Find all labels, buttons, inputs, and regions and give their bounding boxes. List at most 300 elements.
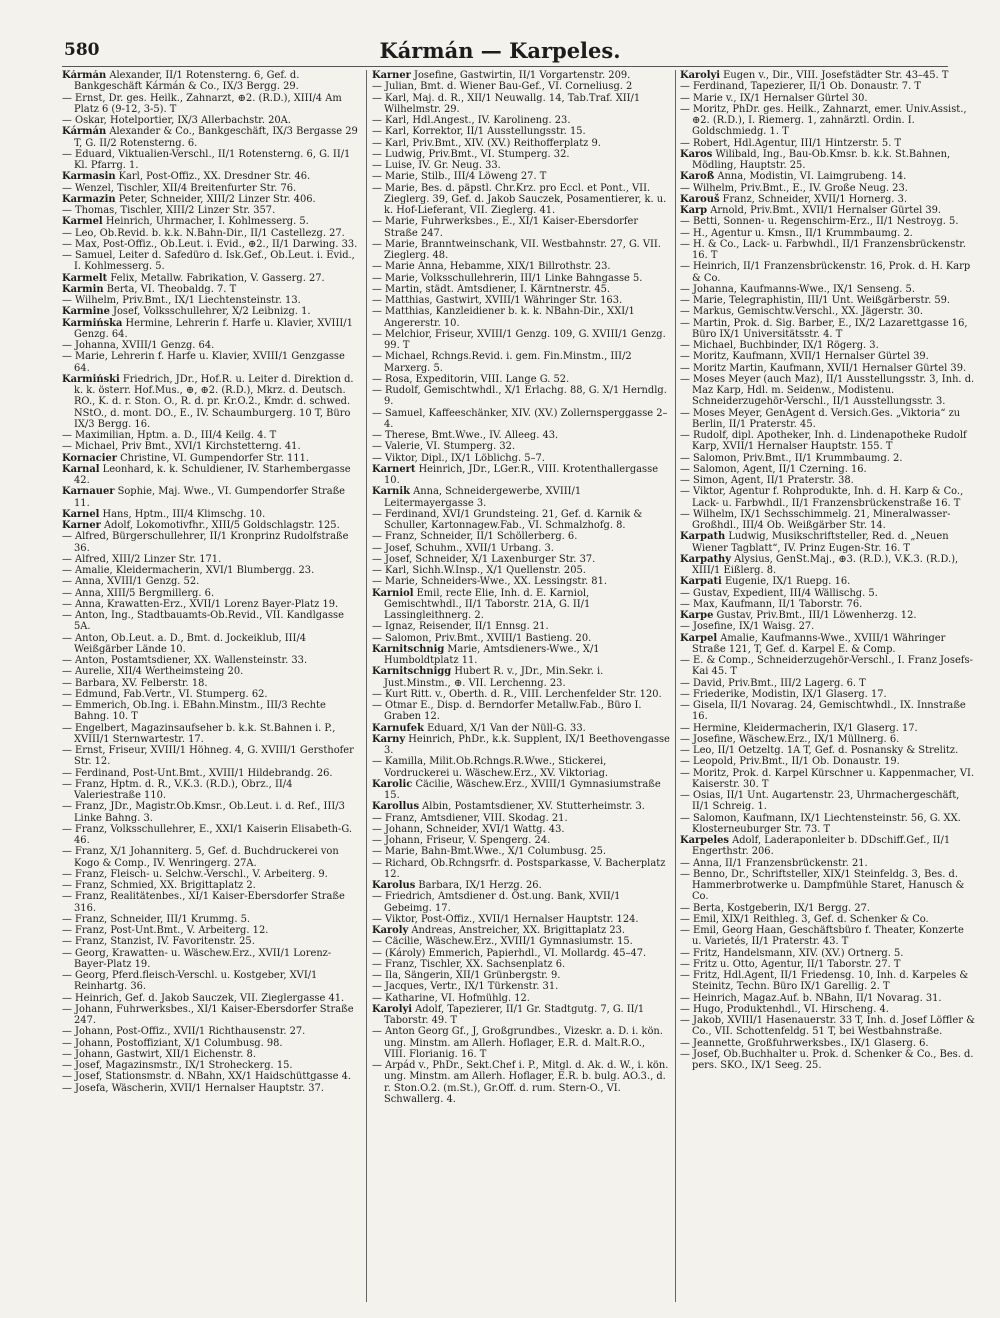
directory-entry [372,374,670,385]
entry-text: — Julian, Bmt. d. Wiener Bau-Gef., VI. Corneliusg. 2 [372,81,633,93]
directory-entry [680,700,975,723]
directory-entry [372,644,670,667]
entry-surname: Kármán [62,126,107,138]
entry-text: Adolf, Tapezierer, II/1 Gr. Stadtgutg. 7, G. II/1 Taborstr. 49. T [384,1003,645,1026]
entry-text: — Richard, Ob.Rchngsrfr. d. Postsparkasse, V. Bacherplatz 12. [372,857,666,880]
directory-entry [62,655,360,666]
entry-surname: Karner [372,70,411,81]
entry-text: — Samuel, Leiter d. Safedüro d. Isk.Gef., Ob.Leut. i. Evid., I. Kohlmesserg. 5. [62,250,355,273]
directory-entry [62,115,360,126]
entry-text: Josef, Volksschullehrer, X/2 Leibnizg. 1. [113,306,311,318]
directory-entry [62,576,360,587]
directory-entry [372,948,670,959]
directory-entry [62,374,360,430]
directory-entry [372,284,670,295]
entry-text: Heinrich, Uhrmacher, I. Kohlmesserg. 5. [105,216,309,228]
directory-column-1 [62,70,360,1302]
entry-text: — Eduard, Viktualien-Verschl., II/1 Rotensterng. 6, G. II/1 Kl. Pfarrg. 1. [62,148,351,171]
directory-entry [680,610,975,621]
directory-entry [372,914,670,925]
directory-entry [62,970,360,993]
directory-entry [372,666,670,689]
directory-entry [62,565,360,576]
directory-entry [372,588,670,622]
directory-entry [62,441,360,452]
directory-entry [372,970,670,981]
directory-entry [62,846,360,869]
entry-text: — E. & Comp., Schneiderzugehör-Verschl., I. Franz Josefs-Kai 45. T [680,655,973,678]
directory-entry [372,981,670,992]
entry-text: — Betti, Sonnen- u. Regenschirm-Erz., II/1 Nestroyg. 5. [680,216,959,228]
entry-surname: Karpati [680,576,722,588]
directory-entry [62,599,360,610]
directory-entry [372,1026,670,1060]
directory-entry [62,891,360,914]
directory-entry [62,1049,360,1060]
directory-entry [62,689,360,700]
entry-text: — Viktor, Post-Offiz., XVII/1 Hernalser Hauptstr. 124. [372,913,639,925]
entry-text: — Ludwig, Priv.Bmt., VI. Stumperg. 32. [372,148,570,160]
directory-entry [62,183,360,194]
directory-entry [680,914,975,925]
directory-entry [680,149,975,172]
directory-entry [372,183,670,217]
entry-surname: Karnitschnig [372,643,445,655]
directory-entry [372,824,670,835]
directory-entry [62,700,360,723]
entry-text: — Jakob, XVIII/1 Hasenauerstr. 33 T, Inh. d. Josef Löffler & Co., VII. Schottenfeldg. 51 T, bei Westbahnstraße. [680,1015,975,1038]
entry-surname: Karny [372,733,406,745]
entry-text: — Therese, Bmt.Wwe., IV. Alleeg. 43. [372,430,559,441]
entry-text: — Amalie, Kleidermacherin, XVI/1 Blumbergg. 23. [62,565,315,576]
entry-text: Josefine, Gastwirtin, II/1 Vorgartenstr. 209. [414,70,631,81]
directory-entry [62,1026,360,1037]
entry-text: — Markus, Gemischtw.Verschl., XX. Jägerstr. 30. [680,306,924,318]
directory-entry [680,576,975,587]
directory-entry [372,273,670,284]
entry-text: — H. & Co., Lack- u. Farbwhdl., II/1 Franzensbrückenstr. 16. T [680,238,967,261]
entry-text: — Maximilian, Hptm. a. D., III/4 Keilg. 4. T [62,430,277,441]
directory-entry [680,228,975,239]
entry-surname: Karmin [62,283,104,295]
entry-text: — Michael, Buchbinder, IX/1 Rögerg. 3. [680,340,879,351]
entry-text: — Moses Meyer, GenAgent d. Versich.Ges. „Viktoria“ zu Berlin, II/1 Praterstr. 45. [680,407,961,430]
directory-entry [372,126,670,137]
directory-entry [680,194,975,205]
directory-entry [372,891,670,914]
entry-text: — Wilhelm, Priv.Bmt., IX/1 Liechtensteinstr. 13. [62,295,301,306]
directory-entry [62,93,360,116]
entry-text: — Johanna, XVIII/1 Genzg. 64. [62,340,215,351]
directory-entry [680,970,975,993]
entry-text: — Franz, Hptm. d. R., V.K.3. (R.D.), Obrz., II/4 Valeriestraße 110. [62,778,293,801]
directory-entry [680,340,975,351]
entry-text: — Anton, Ing., Stadtbauamts-Ob.Revid., VII. Kandlgasse 5A. [62,610,344,633]
entry-text: — Johann, Fuhrwerksbes., XI/1 Kaiser-Ebersdorfer Straße 247. [62,1003,354,1026]
entry-text: — Johann, Schneider, XVI/1 Wattg. 43. [372,823,565,835]
directory-entry [372,160,670,171]
directory-entry [372,689,670,700]
entry-text: Hans, Hptm., III/4 Klimschg. 10. [102,508,266,520]
directory-entry [62,779,360,802]
directory-entry [62,993,360,1004]
entry-text: — Kamilla, Milit.Ob.Rchngs.R.Wwe., Stickerei, Vordruckerei u. Wäschew.Erz., XV. Viktoriag. [372,756,609,779]
entry-text: — Karl, Priv.Bmt., XIV. (XV.) Reithofferplatz 9. [372,137,601,149]
entry-text: Anna, Schneidergewerbe, XVIII/1 Leitermayergasse 3. [384,486,582,509]
entry-text: — Salomon, Kaufmann, IX/1 Liechtensteinstr. 56, G. XX. Klosterneuburger Str. 73. T [680,812,961,835]
entry-text: — Marie v., IX/1 Hernalser Gürtel 30. [680,92,868,104]
entry-text: Sophie, Maj. Wwe., VI. Gumpendorfer Straße 11. [74,486,346,509]
directory-entry [680,790,975,813]
entry-surname: Karoly [372,925,409,936]
directory-entry [680,768,975,791]
entry-text: — Ferdinand, Post-Unt.Bmt., XVIII/1 Hildebrandg. 26. [62,767,333,779]
entry-text: — Wilhelm, IX/1 Sechsschimmelg. 21, Mineralwasser-Großhdl., III/4 Ob. Weißgärber Str. 14. [680,508,951,531]
directory-entry [372,93,670,116]
entry-surname: Karpe [680,610,714,621]
directory-entry [62,149,360,172]
directory-entry [680,295,975,306]
entry-text: — Marie, Volksschullehrerin, III/1 Linke Bahngasse 5. [372,272,643,284]
page-title: Kármán — Karpeles. [379,38,621,63]
entry-text: — Heinrich, Gef. d. Jakob Sauczek, VII. Zieglergasse 41. [62,992,345,1004]
directory-entry [680,430,975,453]
entry-text: — Simon, Agent, II/1 Praterstr. 38. [680,475,854,486]
entry-text: — Alfred, XIII/2 Linzer Str. 171. [62,553,222,565]
directory-entry [372,779,670,802]
directory-entry [62,678,360,689]
entry-text: Eugen v., Dir., VIII. Josefstädter Str. 43–45. T [723,70,949,81]
entry-surname: Karnik [372,486,410,498]
directory-entry [372,239,670,262]
entry-text: — Alfred, Bürgerschullehrer, II/1 Kronprinz Rudolfstraße 36. [62,531,349,554]
entry-text: — Ignaz, Reisender, II/1 Ennsg. 21. [372,621,549,633]
directory-entry [62,801,360,824]
entry-text: — Aurelie, XII/4 Wertheimsteing 20. [62,666,244,678]
entry-text: — Viktor, Dipl., IX/1 Löblichg. 5–7. [372,452,545,464]
entry-text: Heinrich, JDr., LGer.R., VIII. Krotenthallergasse 10. [384,463,659,486]
entry-surname: Karmińska [62,317,123,329]
entry-text: — Martin, städt. Amtsdiener, I. Kärntnerstr. 45. [372,283,611,295]
entry-text: — H., Agentur u. Kmsn., II/1 Krummbaumg. 2. [680,227,913,239]
directory-entry [680,464,975,475]
entry-text: — Fritz u. Otto, Agentur, II/1 Taborstr. 27. T [680,958,901,970]
entry-text: — Robert, Hdl.Agentur, III/1 Hintzerstr. 5. T [680,137,902,149]
entry-text: — Josef, Ob.Buchhalter u. Prok. d. Schenker & Co., Bes. d. pers. SKO., IX/1 Seeg. 25. [680,1048,974,1071]
entry-text: Leonhard, k. k. Schuldiener, IV. Starhembergasse 42. [74,463,351,486]
directory-entry [62,588,360,599]
directory-entry [372,801,670,812]
directory-entry [372,509,670,532]
entry-surname: Karmasin [62,171,116,183]
directory-entry [62,70,360,93]
entry-text: Adolf, Lokomotivfhr., XIII/5 Goldschlagstr. 125. [104,520,340,531]
entry-text: — Ferdinand, XVI/1 Grundsteing. 21, Gef. d. Karnik & Schuller, Kartonnagew.Fab., VI. Schmalzhofg. 8. [372,508,643,531]
entry-text: — Leo, II/1 Oetzeltg. 1A T, Gef. d. Posnansky & Strelitz. [680,745,959,756]
directory-entry [62,284,360,295]
entry-text: — Berta, Kostgeberin, IX/1 Bergg. 27. [680,902,871,914]
entry-surname: Karpeles [680,835,729,846]
entry-surname: Karnal [62,463,100,475]
entry-text: — Heinrich, Magaz.Auf. b. NBahn, II/1 Novarag. 31. [680,992,942,1004]
directory-entry [62,351,360,374]
entry-surname: Karmel [62,216,103,228]
entry-surname: Karnauer [62,486,115,498]
entry-text: — Franz, Schmied, XX. Brigittaplatz 2. [62,880,256,891]
entry-text: Marie, Amtsdieners-Wwe., X/1 Humboldtplatz 11. [384,643,600,666]
directory-entry [680,486,975,509]
entry-text: — Franz, Stanzist, IV. Favoritenstr. 25. [62,936,255,948]
directory-entry [680,183,975,194]
entry-surname: Karolyi [372,1003,413,1015]
entry-text: — Ferdinand, Tapezierer, II/1 Ob. Donaustr. 7. T [680,81,921,93]
directory-entry [62,531,360,554]
entry-text: — Franz, JDr., Magistr.Ob.Kmsr., Ob.Leut. i. d. Ref., III/3 Linke Bahng. 3. [62,801,345,824]
directory-column-3 [680,70,975,1302]
entry-surname: Karollus [372,801,420,813]
entry-text: — Josefa, Wäscherin, XVII/1 Hernalser Hauptstr. 37. [62,1082,325,1094]
directory-entry [680,216,975,227]
entry-text: — Leo, Ob.Revid. b. k.k. N.Bahn-Dir., II/1 Castellezg. 27. [62,227,345,239]
entry-text: — Josefine, Wäschew.Erz., IX/1 Müllnerg. 6. [680,733,900,745]
directory-entry [680,306,975,317]
entry-text: — Anna, II/1 Franzensbrückenstr. 21. [680,857,868,869]
entry-text: — Emil, XIX/1 Reithleg. 3, Gef. d. Schenker & Co. [680,913,929,925]
directory-entry [680,723,975,734]
directory-entry [62,273,360,284]
directory-entry [62,666,360,677]
directory-entry [372,936,670,947]
directory-entry [680,869,975,903]
entry-text: — Moritz, Kaufmann, XVII/1 Hernalser Gürtel 39. [680,351,929,363]
entry-surname: Karnert [372,463,416,475]
entry-text: — Michael, Rchngs.Revid. i. gem. Fin.Minstm., III/2 Marxerg. 5. [372,351,632,374]
directory-entry [680,734,975,745]
entry-surname: Karp [680,205,708,216]
directory-entry [372,734,670,757]
directory-entry [680,678,975,689]
entry-text: — Heinrich, II/1 Franzensbrückenstr. 16, Prok. d. H. Karp & Co. [680,261,971,284]
entry-text: — Franz, Volksschullehrer, E., XXI/1 Kaiserin Elisabeth-G. 46. [62,823,353,846]
directory-entry [680,621,975,632]
entry-text: — Cäcilie, Wäschew.Erz., XVIII/1 Gymnasiumstr. 15. [372,936,633,948]
entry-text: — Wilhelm, Priv.Bmt., E., IV. Große Neug. 23. [680,182,908,194]
directory-entry [372,880,670,891]
directory-entry [680,1038,975,1049]
directory-entry [372,565,670,576]
entry-text: — Marie, Stilb., III/4 Löweng 27. T [372,171,547,183]
entry-surname: Kornacier [62,452,117,464]
entry-surname: Kármán [62,70,107,81]
directory-entry [372,554,670,565]
entry-text: Arnold, Priv.Bmt., XVII/1 Hernalser Gürtel 39. [710,205,942,216]
directory-entry [372,149,670,160]
directory-entry [62,824,360,847]
directory-entry [680,374,975,408]
directory-entry [62,610,360,633]
directory-entry [372,543,670,554]
directory-entry [372,633,670,644]
directory-entry [62,295,360,306]
entry-text: Cäcilie, Wäschew.Erz., XVIII/1 Gymnasiumstraße 15. [384,778,661,801]
directory-entry [62,768,360,779]
page-number: 580 [64,40,100,60]
entry-surname: Karouš [680,193,720,205]
directory-entry [680,858,975,869]
entry-text: Peter, Schneider, XIII/2 Linzer Str. 406. [118,193,316,205]
entry-text: Franz, Schneider, XVII/1 Hornerg. 3. [722,193,907,205]
directory-entry [62,430,360,441]
directory-entry [62,520,360,531]
directory-entry [62,925,360,936]
directory-entry [62,486,360,509]
entry-text: — Karl, Sichh.W.Insp., X/1 Quellenstr. 205. [372,565,586,576]
directory-entry [680,1015,975,1038]
directory-entry [680,554,975,577]
directory-entry [680,453,975,464]
entry-text: — Emil, Georg Haan, Geschäftsbüro f. Theater, Konzerte u. Varietés, II/1 Praterstr. 43. T [680,925,964,948]
entry-surname: Karner [62,520,101,531]
directory-entry [62,509,360,520]
directory-entry [372,835,670,846]
entry-text: Felix, Metallw. Fabrikation, V. Gasserg. 27. [110,272,325,284]
directory-entry [680,408,975,431]
directory-entry [372,464,670,487]
entry-surname: Karos [680,148,713,160]
directory-entry [372,846,670,857]
entry-text: — Wenzel, Tischler, XII/4 Breitenfurter Str. 76. [62,182,297,194]
entry-text: — Franz, Realitätenbes., XI/1 Kaiser-Ebersdorfer Straße 316. [62,891,345,914]
directory-entry [372,261,670,272]
directory-entry [680,959,975,970]
entry-text: — Johann, Gastwirt, XII/1 Eichenstr. 8. [62,1048,256,1060]
directory-entry [680,104,975,138]
directory-entry [680,318,975,341]
entry-text: — Fritz, Hdl.Agent, II/1 Friedensg. 10, Inh. d. Karpeles & Steinitz, Techn. Büro IX/1 Garellig. 2. T [680,970,969,993]
entry-text: — Josef, Stationsmstr. d. NBahn, XX/1 Haidschüttgasse 4. [62,1071,352,1083]
directory-entry [680,531,975,554]
entry-text: — Johann, Friseur, V. Spengerg. 24. [372,835,551,846]
entry-text: — Ernst, Dr. ges. Heilk., Zahnarzt, ⊕2. (R.D.), XIII/4 Am Platz 6 (9-12, 3-5). T [62,92,342,115]
entry-text: — Franz, Amtsdiener, VIII. Skodag. 21. [372,812,568,824]
directory-entry [680,81,975,92]
entry-text: — Osias, II/1 Unt. Augartenstr. 23, Uhrmachergeschäft, II/1 Schreig. 1. [680,790,960,813]
directory-entry [62,1038,360,1049]
entry-text: Anna, Modistin, VI. Laimgrubeng. 14. [717,171,907,183]
entry-text: — Josef, Magazinsmstr., IX/1 Stroheckerg. 15. [62,1060,293,1071]
entry-text: — Moritz, PhDr. ges. Heilk., Zahnarzt, emer. Univ.Assist., ⊕2. (R.D.), I. Riemerg. 1, zahnärztl. Ordin. I. Goldschmiedg. 1. T [680,103,967,138]
entry-surname: Karolus [372,880,416,891]
entry-text: Christine, VI. Gumpendorfer Str. 111. [120,452,310,464]
directory-entry [62,464,360,487]
directory-entry [62,228,360,239]
directory-entry [372,531,670,542]
entry-surname: Karolyi [680,70,721,81]
entry-text: — Friedrich, Amtsdiener d. Öst.ung. Bank, XVII/1 Gebeimg. 17. [372,891,621,914]
entry-text: Gustav, Priv.Bmt., III/1 Löwenherzg. 12. [716,610,917,621]
directory-entry [372,430,670,441]
directory-entry [680,351,975,362]
directory-entry [62,880,360,891]
entry-surname: Karpel [680,632,718,644]
entry-text: Ludwig, Musikschriftsteller, Red. d. „Neuen Wiener Tagblatt“, IV. Prinz Eugen-Str. 16. T [692,531,949,554]
directory-entry [372,621,670,632]
directory-entry [62,340,360,351]
entry-text: — Benno, Dr., Schriftsteller, XIX/1 Steinfeldg. 3, Bes. d. Hammerbrotwerke u. Dampfmühle Staret, Hanusch & Co. [680,868,965,903]
entry-surname: Karnufek [372,722,424,734]
directory-entry [680,599,975,610]
entry-text: — Luise, IV. Gr. Neug. 33. [372,160,501,171]
directory-entry [62,216,360,227]
directory-entry [680,993,975,1004]
entry-text: Eduard, X/1 Van der Nüll-G. 33. [427,722,586,734]
entry-text: — Otmar E., Disp. d. Berndorfer Metallw.Fab., Büro I. Graben 12. [372,700,642,723]
entry-text: — Marie, Bes. d. päpstl. Chr.Krz. pro Eccl. et Pont., VII. Zieglerg. 39, Gef. d. Jakob Sauczek, Posamentierer, k. u. k. Hof-Lieferant, VII. Zieglerg. 41. [372,182,667,216]
directory-entry [372,1060,670,1105]
entry-text: — Josef, Schneider, X/1 Laxenburger Str. 37. [372,553,596,565]
entry-text: — Emmerich, Ob.Ing. i. EBahn.Minstm., III/3 Rechte Bahng. 10. T [62,700,326,723]
directory-entry [372,115,670,126]
entry-text: — Marie, Telegraphistin, III/1 Unt. Weißgärberstr. 59. [680,295,951,306]
entry-text: — Salomon, Priv.Bmt., XVIII/1 Bastieng. 20. [372,632,592,644]
entry-surname: Karmazin [62,193,116,205]
directory-entry [372,138,670,149]
entry-surname: Karpathy [680,553,731,565]
entry-text: — Jeannette, Großfuhrwerksbes., IX/1 Glaserg. 6. [680,1037,929,1049]
entry-text: — Gustav, Expedient, III/4 Wällischg. 5. [680,587,878,599]
directory-entry [62,239,360,250]
entry-text: — Franz, Schneider, III/1 Krummg. 5. [62,913,251,925]
entry-text: — Anna, XIII/5 Bergmillerg. 6. [62,587,215,599]
directory-entry [680,70,975,81]
directory-entry [372,756,670,779]
directory-entry [372,408,670,431]
directory-entry [62,126,360,149]
directory-entry [680,509,975,532]
entry-text: Adolf, Laderaponleiter b. DDschiff.Gef., II/1 Engerthstr. 206. [692,835,951,858]
directory-entry [680,925,975,948]
column-divider [366,70,367,1302]
entry-surname: Karmelt [62,272,108,284]
entry-text: — Rosa, Expeditorin, VIII. Lange G. 52. [372,373,570,385]
entry-text: — Moses Meyer (auch Maz), II/1 Ausstellungsstr. 3, Inh. d. Maz Karp, Hdl. m. Seidenw., Modistenu. Schneiderzugehör-Verschl., II/1 Ausstellungsstr. 3. [680,373,975,408]
directory-entry [680,284,975,295]
entry-text: Albin, Postamtsdiener, XV. Stutterheimstr. 3. [422,801,645,813]
entry-text: — Karl, Maj. d. R., XII/1 Neuwallg. 14, Tab.Traf. XII/1 Wilhelmstr. 29. [372,92,641,115]
entry-text: — Martin, Prok. d. Sig. Barber, E., IX/2 Lazarettgasse 16, Büro IX/1 Universitätsstr. 4. T [680,317,968,340]
entry-text: — Jacques, Vertr., IX/1 Türkenstr. 31. [372,981,559,993]
entry-text: — Anton, Postamtsdiener, XX. Wallensteinstr. 33. [62,655,308,666]
directory-entry [372,295,670,306]
directory-entry [680,1004,975,1015]
entry-text: — Gisela, II/1 Novarag. 24, Gemischtwhdl., IX. Innstraße 16. [680,700,966,723]
directory-entry [62,171,360,182]
directory-entry [680,745,975,756]
directory-entry [680,813,975,836]
directory-entry [680,903,975,914]
entry-text: — Thomas, Tischler, XIII/2 Linzer Str. 357. [62,205,276,216]
entry-text: — Karl, Korrektor, II/1 Ausstellungsstr. 15. [372,126,586,138]
directory-entry [372,486,670,509]
directory-entry [680,239,975,262]
entry-text: Alexander, II/1 Rotensterng. 6, Gef. d. Bankgeschäft Kármán & Co., IX/3 Bergg. 29. [74,70,300,93]
directory-entry [680,93,975,104]
entry-text: — Rudolf, dipl. Apotheker, Inh. d. Lindenapotheke Rudolf Karp, XVII/1 Hernalser Hauptstr. 155. T [680,430,967,453]
entry-surname: Karnel [62,508,100,520]
entry-text: Friedrich, JDr., Hof.R. u. Leiter d. Direktion d. k. k. österr. Hof.Mus., ⊕, ⊕2. (R.D.), Mkrz. d. Deutsch. RO., K. d. r. Ston. O., R. d. pr. Kr.O.2., Kmdr. d. schwed. NStO., d. mont. DO., E., IV. Schaumburgerg. 10 T, Büro IX/3 Bergg. 16. [74,373,354,430]
entry-text: — Michael, Priv Bmt., XVI/1 Kirchstetterng. 41. [62,441,301,453]
entry-text: — Leopold, Priv.Bmt., II/1 Ob. Donaustr. 19. [680,756,900,768]
